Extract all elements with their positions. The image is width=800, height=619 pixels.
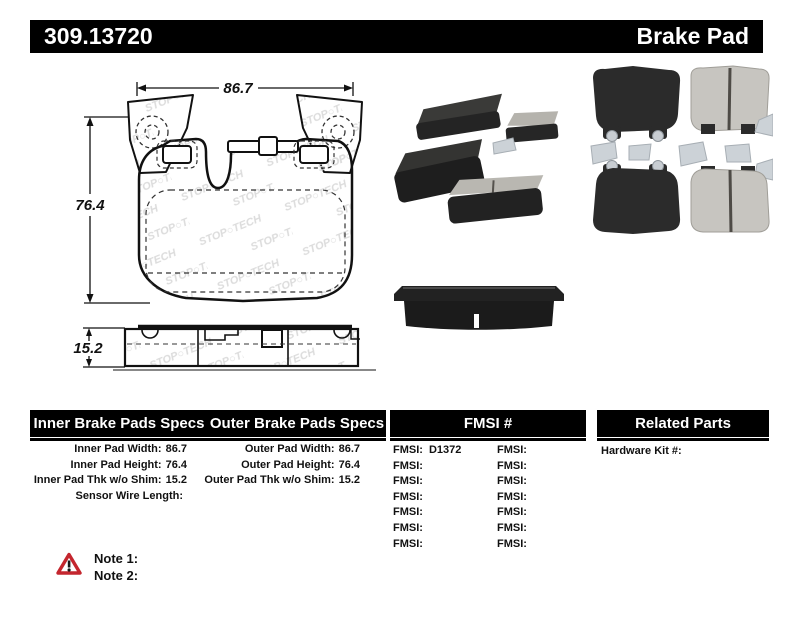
table-row: FMSI:	[497, 444, 527, 456]
table-row: Outer Pad Width: 86.7	[244, 443, 360, 455]
fmsi-table-right	[497, 443, 597, 552]
brake-pad-photo-side	[388, 278, 570, 333]
inner-specs-table	[30, 442, 187, 504]
outer-specs-header: Outer Brake Pads Specs	[208, 410, 386, 437]
table-row: FMSI:	[497, 506, 527, 519]
fmsi-table-left	[393, 443, 493, 552]
table-row: FMSI:	[393, 506, 423, 519]
brake-pad-photo-top	[583, 62, 773, 242]
header-bar	[30, 20, 763, 53]
pad-photo-item	[593, 66, 680, 132]
table-row: FMSI:	[497, 490, 527, 503]
table-row: FMSI: D1372	[393, 444, 462, 456]
pad-photo-item	[413, 94, 507, 141]
note-line: Note 2:	[94, 568, 139, 583]
table-row: FMSI:	[497, 521, 527, 534]
technical-drawing	[55, 58, 395, 388]
table-divider	[597, 438, 769, 441]
table-row: Inner Pad Width: 86.7	[74, 443, 187, 455]
table-row: FMSI:	[497, 475, 527, 488]
warning-triangle-icon	[56, 552, 82, 576]
dimension-height-label: 76.4	[75, 197, 105, 214]
note-line: Note 1:	[94, 551, 139, 566]
product-title: Brake Pad	[636, 23, 749, 49]
pad-photo-item	[390, 137, 492, 203]
fmsi-header: FMSI #	[390, 410, 586, 437]
table-row: FMSI:	[393, 521, 423, 534]
table-divider	[390, 438, 586, 441]
dimension-thickness-label: 15.2	[73, 340, 103, 357]
table-row: Outer Pad Thk w/o Shim: 15.2	[204, 474, 360, 487]
sensor-connector	[259, 137, 277, 155]
table-row: Hardware Kit #:	[601, 445, 682, 457]
related-parts-table	[601, 444, 766, 460]
table-row: FMSI:	[497, 537, 527, 550]
related-parts-header: Related Parts	[597, 410, 769, 437]
table-row: FMSI:	[497, 459, 527, 472]
table-row: FMSI:	[393, 537, 423, 550]
table-row: Outer Pad Height: 76.4	[241, 458, 360, 471]
dimension-width-label: 86.7	[223, 80, 253, 97]
brake-pad-photo-perspective	[388, 88, 570, 243]
table-row: FMSI:	[393, 490, 423, 503]
table-divider	[30, 438, 386, 441]
table-row: Inner Pad Height: 76.4	[70, 458, 187, 471]
part-number: 309.13720	[44, 23, 153, 49]
outer-specs-table	[200, 442, 360, 489]
pad-side-view	[113, 327, 376, 370]
table-row: Sensor Wire Length:	[75, 489, 183, 502]
table-row: FMSI:	[393, 475, 423, 488]
table-row: Inner Pad Thk w/o Shim: 15.2	[33, 474, 187, 487]
inner-specs-header: Inner Brake Pads Specs	[30, 410, 208, 437]
notes-block	[94, 550, 142, 584]
pad-photo-item	[593, 168, 680, 234]
table-row: FMSI:	[393, 459, 423, 472]
